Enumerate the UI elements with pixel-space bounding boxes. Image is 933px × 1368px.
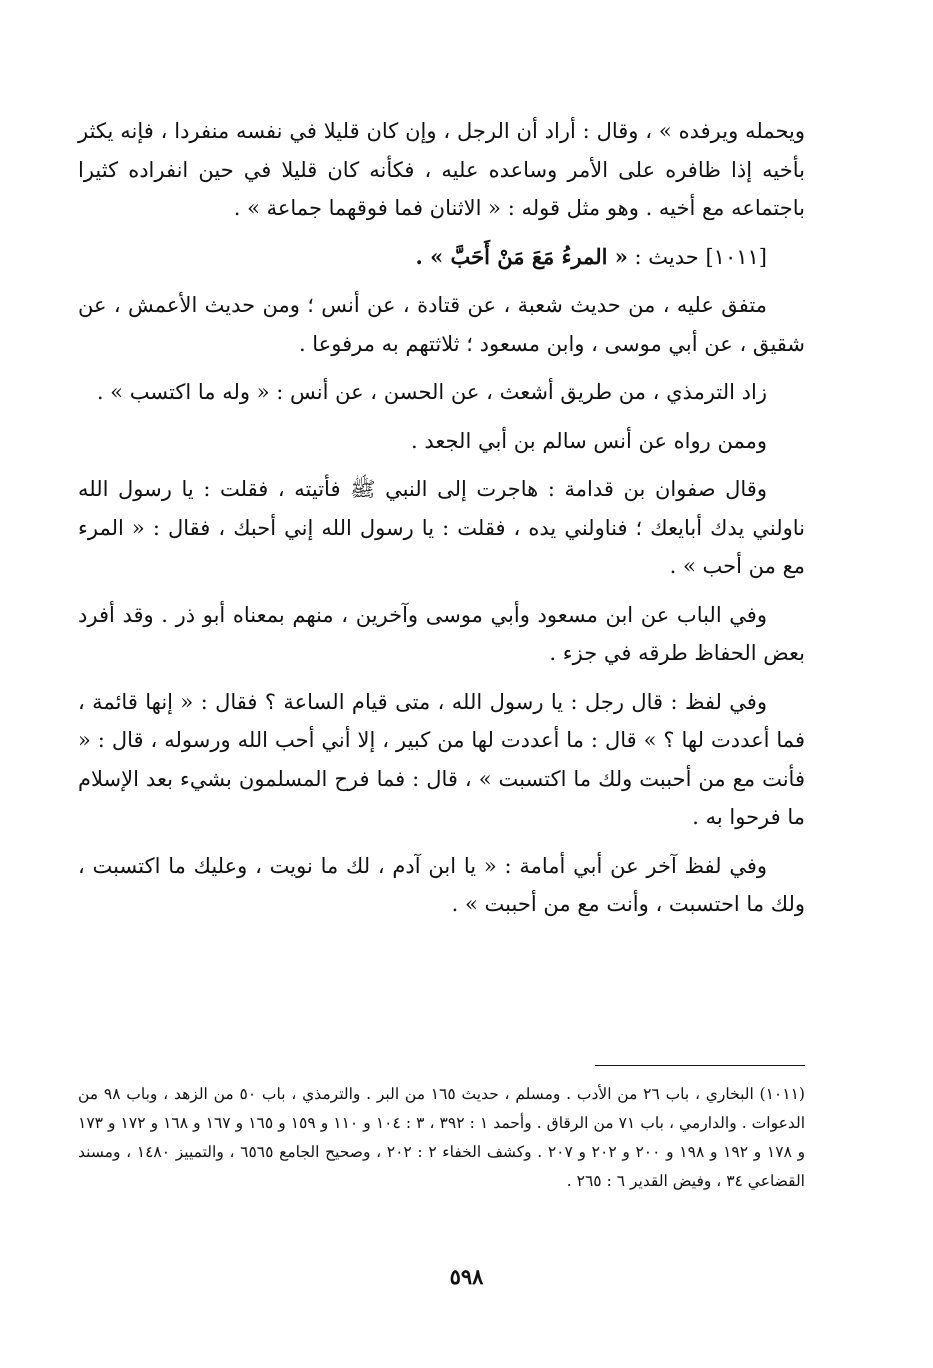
paragraph-5: وقال صفوان بن قدامة : هاجرت إلى النبي ﷺ فأتيته ، فقلت : يا رسول الله ناولني يدك أبايعك ؛ فناولني يده ، فقلت : يا رسول الله إني أحبك ، فقال : « المرء مع من أحب » . xyxy=(78,477,805,578)
hadith-heading xyxy=(78,238,805,277)
paragraph-3: زاد الترمذي ، من طريق أشعث ، عن الحسن ، عن أنس : « وله ما اكتسب » . xyxy=(96,380,767,404)
hadith-text: « المرءُ مَعَ مَنْ أَحَبَّ » . xyxy=(415,243,628,269)
paragraph-1: ويحمله ويرفده » ، وقال : أراد أن الرجل ، وإن كان قليلا في نفسه منفردا ، فإنه يكثر بأخيه إذا ظافره على الأمر وساعده عليه ، فكأنه كان قليلا في حين انفراده كثيرا باجتماعه مع أخيه . وهو مثل قوله : « الاثنان فما فوقهما جماعة » . xyxy=(78,119,805,220)
footnote-separator xyxy=(595,1065,805,1066)
paragraph-8: وفي لفظ آخر عن أبي أمامة : « يا ابن آدم ، لك ما نويت ، وعليك ما اكتسبت ، ولك ما احتسبت ، وأنت مع من أحببت » . xyxy=(78,853,805,916)
hadith-number: [١٠١١] xyxy=(705,244,767,269)
page-number: ٥٩٨ xyxy=(449,1264,484,1289)
paragraph-4: وممن رواه عن أنس سالم بن أبي الجعد . xyxy=(410,428,767,453)
footnote: (١٠١١) البخاري ، باب ٢٦ من الأدب . ومسلم ، حديث ١٦٥ من البر . والترمذي ، باب ٥٠ من الزهد ، وباب ٩٨ من الدعوات . والدارمي ، باب ٧١ من الرقاق . وأحمد ١ : ٣٩٢ ، ٣ : ١٠٤ و ١١٠ و ١٥٩ و ١٦٥ و ١٦٧ و ١٦٨ و ١٧٢ و ١٧٣ و ١٧٨ و ١٩٢ و ١٩٨ و ٢٠٠ و ٢٠٢ و ٢٠٧ . وكشف الخفاء ٢ : ٢٠٢ ، وصحيح الجامع ٦٥٦٥ ، والتمييز ١٤٨٠ ، ومسند القضاعي ٣٤ ، وفيض القدير ٦ : ٢٦٥ . xyxy=(78,1085,806,1190)
hadith-label: حديث : xyxy=(634,244,699,269)
paragraph-6: وفي الباب عن ابن مسعود وأبي موسى وآخرين ، منهم بمعناه أبو ذر . وقد أفرد بعض الحفاظ طرقه في جزء . xyxy=(78,602,805,665)
paragraph-7: وفي لفظ : قال رجل : يا رسول الله ، متى قيام الساعة ؟ فقال : « إنها قائمة ، فما أعددت لها ؟ » قال : ما أعددت لها من كبير ، إلا أني أحب الله ورسوله ، قال : « فأنت مع من أحببت ولك ما اكتسبت » ، قال : فما فرح المسلمون بشيء بعد الإسلام ما فرحوا به . xyxy=(78,689,805,829)
paragraph-2: متفق عليه ، من حديث شعبة ، عن قتادة ، عن أنس ؛ ومن حديث الأعمش ، عن شقيق ، عن أبي موسى ، وابن مسعود ؛ ثلاثتهم به مرفوعا . xyxy=(78,293,805,356)
main-text xyxy=(78,112,805,934)
